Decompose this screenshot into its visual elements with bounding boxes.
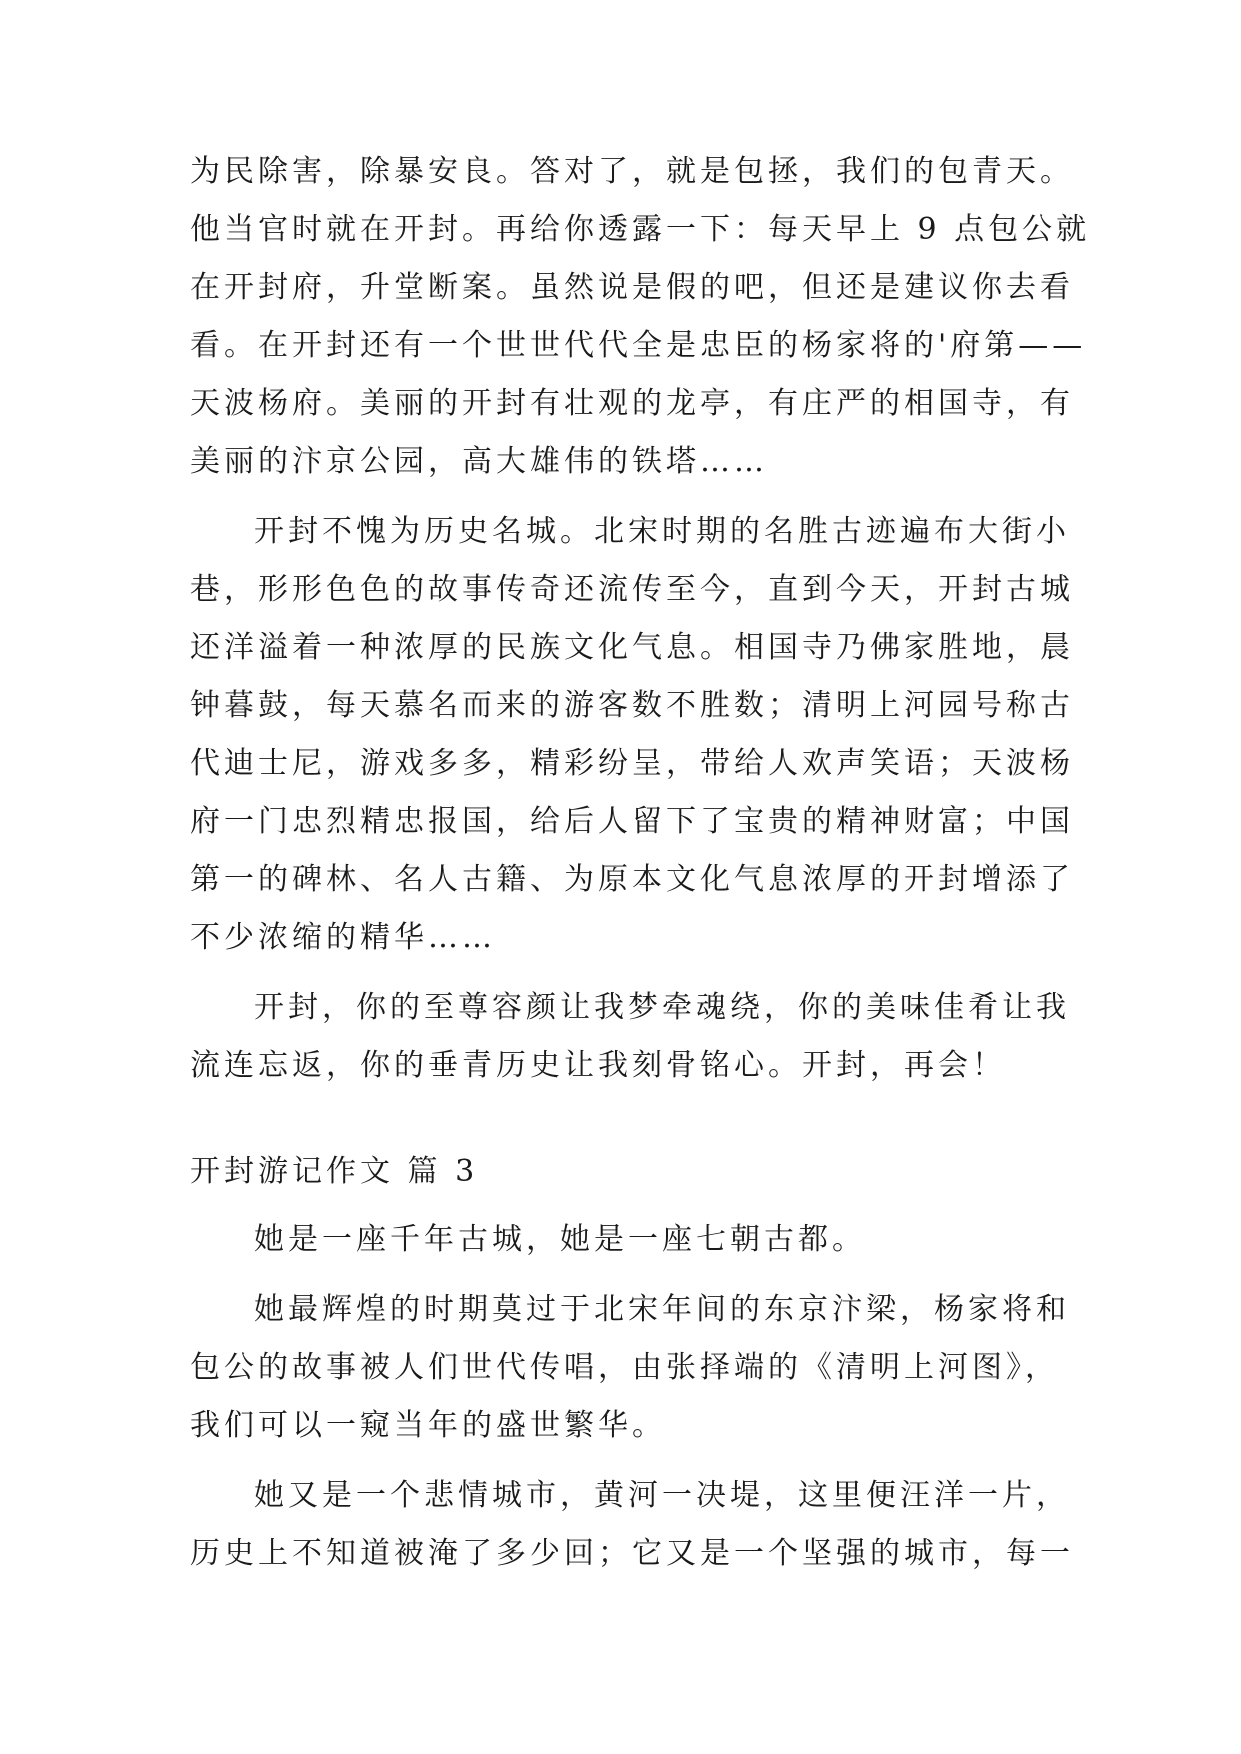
text-line: 第一的碑林、名人古籍、为原本文化气息浓厚的开封增添了 [190, 862, 1074, 897]
text-line: 为民除害，除暴安良。答对了，就是包拯，我们的包青天。 [190, 154, 1074, 189]
text-line: 看。在开封还有一个世世代代全是忠臣的杨家将的'府第—— [190, 328, 1087, 363]
paragraph-start: 她又是一个悲情城市，黄河一决堤，这里便汪洋一片， [254, 1478, 1070, 1513]
text-line: 历史上不知道被淹了多少回；它又是一个坚强的城市，每一 [190, 1536, 1074, 1571]
text-line: 不少浓缩的精华…… [190, 920, 496, 955]
text-line: 还洋溢着一种浓厚的民族文化气息。相国寺乃佛家胜地，晨 [190, 630, 1074, 665]
paragraph-start: 开封不愧为历史名城。北宋时期的名胜古迹遍布大街小 [254, 514, 1070, 549]
text-line: 我们可以一窥当年的盛世繁华。 [190, 1408, 666, 1443]
text-line: 钟暮鼓，每天慕名而来的游客数不胜数；清明上河园号称古 [190, 688, 1074, 723]
paragraph-start: 她最辉煌的时期莫过于北宋年间的东京汴梁，杨家将和 [254, 1292, 1070, 1327]
text-line: 巷，形形色色的故事传奇还流传至今，直到今天，开封古城 [190, 572, 1074, 607]
text-line: 在开封府，升堂断案。虽然说是假的吧，但还是建议你去看 [190, 270, 1074, 305]
text-line: 天波杨府。美丽的开封有壮观的龙亭，有庄严的相国寺，有 [190, 386, 1074, 421]
text-line: 美丽的汴京公园，高大雄伟的铁塔…… [190, 444, 768, 479]
text-line: 代迪士尼，游戏多多，精彩纷呈，带给人欢声笑语；天波杨 [190, 746, 1074, 781]
paragraph-start: 她是一座千年古城，她是一座七朝古都。 [254, 1222, 866, 1257]
text-line: 流连忘返，你的垂青历史让我刻骨铭心。开封，再会！ [190, 1048, 1006, 1083]
paragraph-start: 开封，你的至尊容颜让我梦牵魂绕，你的美味佳肴让我 [254, 990, 1070, 1025]
section-heading: 开封游记作文 篇 3 [190, 1154, 479, 1189]
text-line: 他当官时就在开封。再给你透露一下：每天早上 9 点包公就 [190, 212, 1091, 247]
text-line: 包公的故事被人们世代传唱，由张择端的《清明上河图》， [190, 1350, 1059, 1385]
text-line: 府一门忠烈精忠报国，给后人留下了宝贵的精神财富；中国 [190, 804, 1074, 839]
